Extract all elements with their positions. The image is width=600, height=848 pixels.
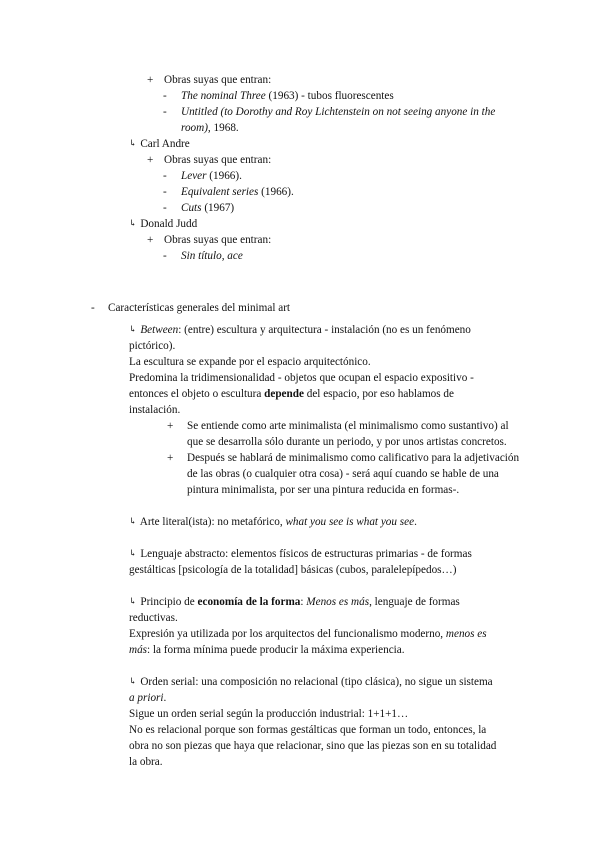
work-item-continuation: room), 1968.	[181, 122, 239, 134]
paragraph-line: Predomina la tridimensionalidad - objetos que ocupan el espacio expositivo -	[129, 372, 474, 384]
paragraph-line: más: la forma mínima puede producir la máxima experiencia.	[129, 644, 405, 656]
artist-donald-judd: ↳ Donald Judd	[129, 218, 198, 230]
dash-marker: -	[163, 170, 167, 182]
return-arrow-icon: ↳	[129, 676, 137, 686]
artist-carl-andre: ↳ Carl Andre	[129, 138, 190, 150]
return-arrow-icon: ↳	[129, 138, 137, 148]
bullet-line: pintura minimalista, por ser una pintura reducida en formas-.	[187, 484, 460, 496]
work-item: The nominal Three (1963) - tubos fluorescentes	[181, 90, 394, 102]
dash-marker: -	[163, 250, 167, 262]
dash-marker: -	[163, 186, 167, 198]
return-arrow-icon: ↳	[129, 596, 137, 606]
plus-bullet-marker: +	[167, 452, 174, 464]
between-paragraph-line: ↳ Between: (entre) escultura y arquitectura - instalación (no es un fenómeno	[129, 324, 471, 336]
paragraph-line: Sigue un orden serial según la producción industrial: 1+1+1…	[129, 708, 409, 720]
paragraph-line: gestálticas [psicología de la totalidad] básicas (cubos, paralelepípedos…)	[129, 564, 457, 576]
paragraph-line: instalación.	[129, 404, 181, 416]
paragraph-line: Expresión ya utilizada por los arquitectos del funcionalismo moderno, menos es	[129, 628, 487, 640]
return-arrow-icon: ↳	[129, 218, 137, 228]
work-item: Equivalent series (1966).	[181, 186, 294, 198]
paragraph-line: No es relacional porque son formas gestálticas que forman un todo, entonces, la	[129, 724, 487, 736]
plus-bullet-marker: +	[147, 74, 154, 86]
arte-literal-line: ↳ Arte literal(ista): no metafórico, what you see is what you see.	[129, 516, 417, 528]
economia-forma-line: ↳ Principio de economía de la forma: Menos es más, lenguaje de formas	[129, 596, 460, 608]
paragraph-line: la obra.	[129, 756, 163, 768]
paragraph-line: obra no son piezas que haya que relacionar, sino que las piezas son en su totalidad	[129, 740, 497, 752]
work-item: Untitled (to Dorothy and Roy Lichtenstein on not seeing anyone in the	[181, 106, 496, 118]
andre-works-heading: Obras suyas que entran:	[164, 154, 272, 166]
section-dash-marker: -	[91, 302, 95, 314]
work-item: Cuts (1967)	[181, 202, 235, 214]
plus-bullet-marker: +	[147, 154, 154, 166]
paragraph-line: pictórico).	[129, 340, 176, 352]
return-arrow-icon: ↳	[129, 516, 137, 526]
paragraph-line: reductivas.	[129, 612, 178, 624]
bullet-line: de las obras (o cualquier otra cosa) - será aquí cuando se hable de una	[187, 468, 499, 480]
paragraph-line: La escultura se expande por el espacio arquitectónico.	[129, 356, 371, 368]
dash-marker: -	[163, 106, 167, 118]
bullet-line: Se entiende como arte minimalista (el minimalismo como sustantivo) al	[187, 420, 509, 432]
return-arrow-icon: ↳	[129, 324, 137, 334]
plus-bullet-marker: +	[167, 420, 174, 432]
flavin-works-heading: Obras suyas que entran:	[164, 74, 272, 86]
paragraph-line: a priori.	[129, 692, 167, 704]
plus-bullet-marker: +	[147, 234, 154, 246]
dash-marker: -	[163, 90, 167, 102]
lenguaje-abstracto-line: ↳ Lenguaje abstracto: elementos físicos de estructuras primarias - de formas	[129, 548, 472, 560]
work-item: Sin título, ace	[181, 250, 243, 262]
dash-marker: -	[163, 202, 167, 214]
judd-works-heading: Obras suyas que entran:	[164, 234, 272, 246]
work-item: Lever (1966).	[181, 170, 242, 182]
bullet-line: Después se hablará de minimalismo como calificativo para la adjetivación	[187, 452, 520, 464]
orden-serial-line: ↳ Orden serial: una composición no relacional (tipo clásica), no sigue un sistema	[129, 676, 493, 688]
return-arrow-icon: ↳	[129, 548, 137, 558]
bullet-line: que se desarrolla sólo durante un periodo, y por unos artistas concretos.	[187, 436, 507, 448]
paragraph-line: entonces el objeto o escultura depende del espacio, por eso hablamos de	[129, 388, 454, 400]
section-title: Características generales del minimal art	[108, 302, 291, 314]
